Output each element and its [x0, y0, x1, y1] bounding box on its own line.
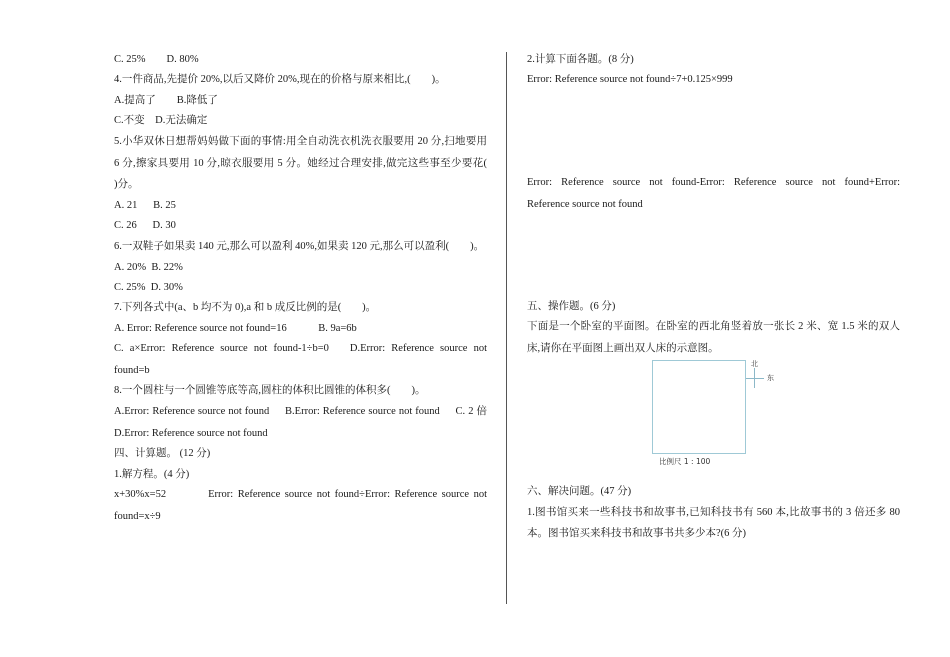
compass-north-label: 北: [751, 360, 758, 368]
column-divider: [506, 52, 507, 604]
compass-east-label: 东: [767, 374, 774, 382]
expression-line: Error: Reference source not found÷7+0.125×999: [527, 74, 733, 85]
option-line: A.提高了 B.降低了: [114, 95, 218, 106]
option-line: C.不变 D.无法确定: [114, 115, 208, 126]
compass-east-line: [746, 378, 764, 379]
expression-line: Error: Reference source not found-Error: Reference source not found+Error:: [527, 177, 900, 188]
option-line: A.Error: Reference source not found B.Error: Reference source not found C. 2 倍: [114, 406, 487, 417]
question-5-cont: )分。: [114, 179, 139, 190]
question-4: 4.一件商品,先提价 20%,以后又降价 20%,现在的价格与原来相比,( )。: [114, 74, 446, 85]
question-5-cont: 6 分,擦家具要用 10 分,晾衣服要用 5 分。她经过合理安排,做完这些事至少要花(: [114, 158, 487, 169]
option-line: found=b: [114, 365, 150, 376]
question-5: 5.小华双休日想帮妈妈做下面的事情:用全自动洗衣机洗衣服要用 20 分,扫地要用: [114, 136, 487, 147]
option-line: A. 21 B. 25: [114, 200, 176, 211]
option-line: C. 25% D. 80%: [114, 54, 199, 65]
floor-plan-rectangle: [652, 360, 746, 454]
option-line: A. 20% B. 22%: [114, 262, 183, 273]
option-line: C. 26 D. 30: [114, 220, 176, 231]
equation-line: x+30%x=52 Error: Reference source not found÷Error: Reference source not: [114, 489, 487, 500]
option-line: D.Error: Reference source not found: [114, 428, 268, 439]
question-7: 7.下列各式中(a、b 均不为 0),a 和 b 成反比例的是( )。: [114, 302, 377, 313]
equation-line: found=x÷9: [114, 511, 161, 522]
question-6: 6.一双鞋子如果卖 140 元,那么可以盈利 40%,如果卖 120 元,那么可以盈利( )。: [114, 241, 485, 252]
subsection-heading: 1.解方程。(4 分): [114, 469, 190, 480]
compass-icon: [746, 360, 786, 396]
option-line: C. 25% D. 30%: [114, 282, 183, 293]
section-heading: 六、解决问题。(47 分): [527, 486, 632, 497]
option-line: A. Error: Reference source not found=16 B. 9a=6b: [114, 323, 357, 334]
problem-text: 本。图书馆买来科技书和故事书共多少本?(6 分): [527, 528, 747, 539]
option-line: C. a×Error: Reference source not found-1÷b=0 D.Error: Reference source not: [114, 343, 487, 354]
expression-line: Reference source not found: [527, 199, 643, 210]
section-heading: 五、操作题。(6 分): [527, 301, 616, 312]
problem-text: 1.图书馆买来一些科技书和故事书,已知科技书有 560 本,比故事书的 3 倍还多 80: [527, 507, 900, 518]
task-text: 下面是一个卧室的平面图。在卧室的西北角竖着放一张长 2 米、宽 1.5 米的双人: [527, 321, 900, 332]
subsection-heading: 2.计算下面各题。(8 分): [527, 54, 634, 65]
scale-label: 比例尺 1 : 100: [659, 457, 711, 466]
task-text: 床,请你在平面图上画出双人床的示意图。: [527, 343, 719, 354]
question-8: 8.一个圆柱与一个圆锥等底等高,圆柱的体积比圆锥的体积多( )。: [114, 385, 426, 396]
section-heading: 四、计算题。 (12 分): [114, 448, 211, 459]
